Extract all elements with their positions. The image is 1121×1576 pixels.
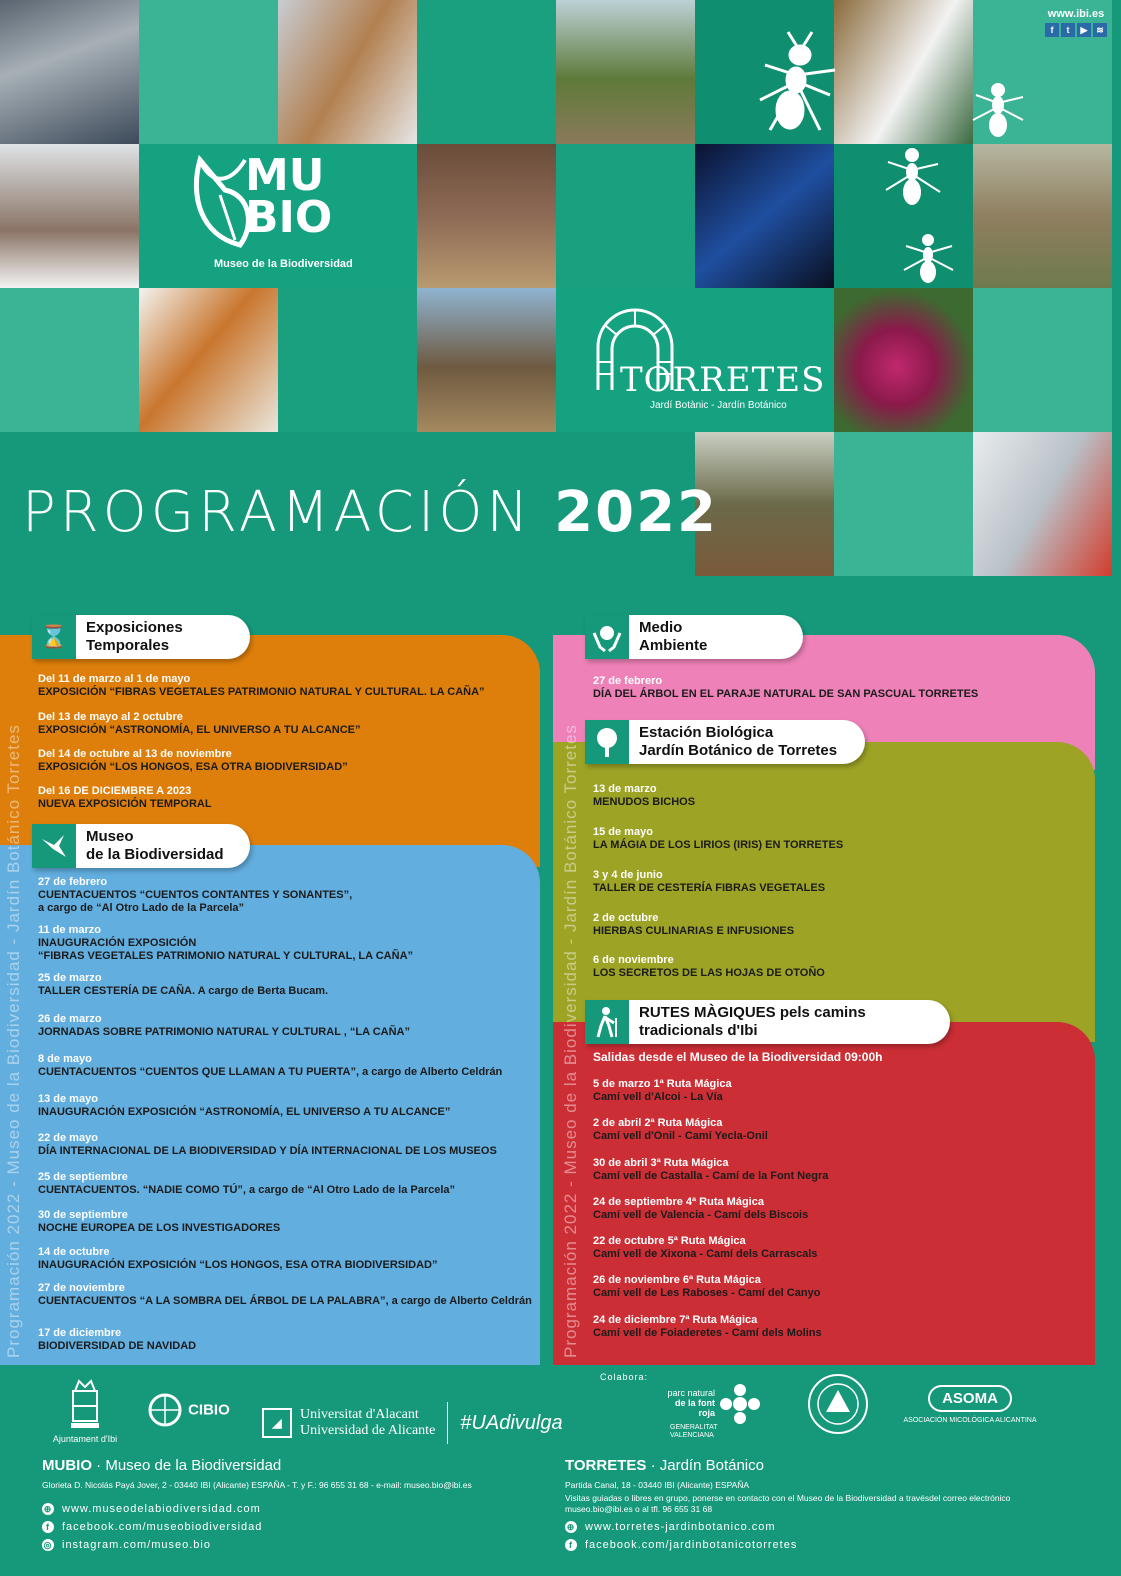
footer-mubio-facebook[interactable]: facebook.com/museobiodiversidad: [62, 1521, 263, 1533]
ua-label-valenciano: Universitat d'Alacant: [300, 1407, 419, 1422]
mubio-logo-bio: BIO: [245, 192, 333, 243]
event-item: 27 de febrero CUENTACUENTOS “CUENTOS CONTANTES Y SONANTES”, a cargo de “Al Otro Lado de la Parcela”: [38, 876, 353, 914]
footer-mubio-web[interactable]: www.museodelabiodiversidad.com: [62, 1503, 261, 1515]
event-item: 24 de septiembre 4ª Ruta Mágica Camí vell de Valencia - Camí dels Biscois: [593, 1196, 809, 1221]
photo-hikers-forest: [556, 0, 695, 144]
event-item: 2 de abril 2ª Ruta Mágica Camí vell d'Onil - Camí Yecla-Onil: [593, 1117, 768, 1142]
event-item: 26 de noviembre 6ª Ruta Mágica Camí vell de Les Raboses - Camí del Canyo: [593, 1274, 821, 1299]
ant-icon: [898, 228, 958, 288]
footer-mubio: [42, 1457, 562, 1551]
event-item: 2 de octubre HIERBAS CULINARIAS E INFUSIONES: [593, 912, 795, 937]
color-tile: [0, 288, 139, 432]
font-roja-logo: [660, 1388, 760, 1440]
tab-estacion-biologica: [585, 720, 865, 764]
museo-title-l2: de la Biodiversidad: [86, 846, 224, 863]
footer-mubio-instagram[interactable]: instagram.com/museo.bio: [62, 1539, 211, 1551]
earth-hands-icon: [585, 615, 629, 659]
tab-exposiciones: [32, 615, 250, 659]
event-item: 25 de marzo TALLER CESTERÍA DE CAÑA. A cargo de Berta Bucam.: [38, 972, 329, 997]
footer-mubio-name: MUBIO: [42, 1457, 92, 1474]
footer-torretes-web[interactable]: www.torretes-jardinbotanico.com: [585, 1521, 776, 1533]
gva-label-l1: GENERALITAT: [670, 1424, 718, 1431]
footer-torretes: [565, 1457, 1085, 1551]
footer-torretes-address: Partida Canal, 18 - 03440 IBI (Alicante) ESPAÑA: [565, 1480, 750, 1490]
web-icon: ⊕: [566, 1522, 576, 1532]
website-block: [1045, 8, 1107, 37]
museo-title-l1: Museo: [86, 828, 134, 845]
event-item: 13 de marzo MENUDOS BICHOS: [593, 783, 696, 808]
photo-workshop-people: [417, 144, 556, 288]
hummingbird-icon: [32, 824, 76, 868]
event-item: 15 de mayo LA MÁGIA DE LOS LIRIOS (IRIS) EN TORRETES: [593, 826, 844, 851]
color-tile: [278, 288, 417, 432]
photo-moth-collection: [139, 288, 278, 432]
color-tile: [834, 432, 973, 576]
event-item: 6 de noviembre LOS SECRETOS DE LAS HOJAS DE OTOÑO: [593, 954, 825, 979]
seal-logo-icon: [806, 1372, 870, 1436]
event-item: 24 de diciembre 7ª Ruta Mágica Camí vell de Foiaderetes - Camí dels Molins: [593, 1314, 822, 1339]
event-item: 17 de diciembre BIODIVERSIDAD DE NAVIDAD: [38, 1327, 197, 1352]
footer-torretes-name: TORRETES: [565, 1457, 647, 1474]
event-item: 26 de marzo JORNADAS SOBRE PATRIMONIO NATURAL Y CULTURAL , “LA CAÑA”: [38, 1013, 410, 1038]
photo-photographer: [834, 0, 973, 144]
rutes-title-l1: RUTES MÀGIQUES pels camins: [639, 1004, 866, 1021]
ua-label-castellano: Universidad de Alicante: [300, 1423, 436, 1438]
rutes-title-l2: tradicionals d'Ibi: [639, 1022, 758, 1039]
torretes-logo-subtitle: Jardí Botànic - Jardín Botánico: [650, 400, 787, 411]
universidad-alicante-logo: [262, 1402, 563, 1444]
website-link[interactable]: www.ibi.es: [1047, 8, 1105, 20]
event-item: 8 de mayo CUENTACUENTOS “CUENTOS QUE LLAMAN A TU PUERTA”, a cargo de Alberto Celdrán: [38, 1053, 503, 1078]
web-icon: ⊕: [43, 1504, 53, 1514]
ant-icon: [750, 30, 840, 140]
youtube-icon[interactable]: ▶: [1077, 23, 1091, 37]
asoma-label: ASOMA: [928, 1385, 1012, 1412]
footer-torretes-name-rest: · Jardín Botánico: [646, 1457, 764, 1474]
event-item: Del 14 de octubre al 13 de noviembre EXPOSICIÓN “LOS HONGOS, ESA OTRA BIODIVERSIDAD”: [38, 748, 348, 773]
event-item: 5 de marzo 1ª Ruta Mágica Camí vell d'Alcoi - La Vía: [593, 1078, 732, 1103]
torretes-logo-name: TORRETES: [620, 360, 826, 400]
asoma-logo: [900, 1385, 1040, 1424]
ant-icon: [968, 75, 1028, 140]
event-item: 11 de marzo INAUGURACIÓN EXPOSICIÓN “FIBRAS VEGETALES PATRIMONIO NATURAL Y CULTURAL, LA CAÑA”: [38, 924, 414, 962]
event-item: 14 de octubre INAUGURACIÓN EXPOSICIÓN “LOS HONGOS, ESA OTRA BIODIVERSIDAD”: [38, 1246, 438, 1271]
mubio-logo: [190, 150, 390, 280]
ant-icon: [880, 140, 945, 210]
globe-icon: [145, 1390, 185, 1430]
flower-icon: [718, 1382, 762, 1426]
ua-mark-icon: ◢: [262, 1408, 292, 1438]
colabora-label: Colabora:: [600, 1372, 649, 1382]
photo-audience: [0, 0, 139, 144]
coat-of-arms-icon: [67, 1375, 103, 1431]
exposiciones-title-l2: Temporales: [86, 637, 170, 654]
color-tile: [417, 0, 556, 144]
medio-title-l2: Ambiente: [639, 637, 708, 654]
photo-child-nature: [973, 144, 1112, 288]
page-title-light: PROGRAMACIÓN: [22, 480, 533, 545]
tab-rutes-magiques: [585, 1000, 950, 1044]
color-tile: [139, 0, 278, 144]
side-text-right: Programación 2022 - Museo de la Biodiversidad - Jardín Botánico Torretes: [561, 724, 580, 1358]
hiker-icon: [585, 1000, 629, 1044]
rss-icon[interactable]: ≋: [1093, 23, 1107, 37]
event-item: Del 13 de mayo al 2 octubre EXPOSICIÓN “ASTRONOMÍA, EL UNIVERSO A TU ALCANCE”: [38, 711, 361, 736]
instagram-icon: ◎: [43, 1540, 53, 1550]
tab-medio-ambiente: [585, 615, 803, 659]
ayuntamiento-ibi-logo: [45, 1375, 125, 1444]
font-roja-label-l1: parc natural: [667, 1388, 715, 1398]
rutes-subtitle: Salidas desde el Museo de la Biodiversidad 09:00h: [593, 1050, 883, 1064]
gva-label-l2: VALENCIANA: [670, 1432, 714, 1439]
cibio-logo: [145, 1390, 230, 1430]
page-title: [22, 480, 718, 545]
asoma-subtitle: ASOCIACIÓN MICOLÓGICA ALICANTINA: [903, 1417, 1037, 1424]
tab-museo: [32, 824, 250, 868]
event-item: 30 de abril 3ª Ruta Mágica Camí vell de Castalla - Camí de la Font Negra: [593, 1157, 829, 1182]
photo-flower-bee: [834, 288, 973, 432]
photo-deer: [278, 0, 417, 144]
photo-butterfly-screen: [695, 144, 834, 288]
hourglass-icon: ⌛: [32, 615, 76, 659]
torretes-logo: [585, 300, 826, 420]
color-tile: [556, 144, 695, 288]
exposiciones-title-l1: Exposiciones: [86, 619, 183, 636]
font-roja-label-l2: de la font roja: [675, 1398, 715, 1418]
photo-snow-building: [0, 144, 139, 288]
mubio-logo-mu: MU: [245, 150, 325, 201]
event-item: 25 de septiembre CUENTACUENTOS. “NADIE COMO TÚ”, a cargo de “Al Otro Lado de la Parcela”: [38, 1171, 456, 1196]
estacion-title-l2: Jardín Botánico de Torretes: [639, 742, 838, 759]
event-item: 22 de mayo DÍA INTERNACIONAL DE LA BIODIVERSIDAD Y DÍA INTERNACIONAL DE LOS MUSEOS: [38, 1132, 497, 1157]
page-title-year: 2022: [554, 480, 718, 545]
footer-mubio-name-rest: · Museo de la Biodiversidad: [92, 1457, 282, 1474]
estacion-title-l1: Estación Biológica: [639, 724, 774, 741]
ayuntamiento-ibi-label: Ajuntament d'Ibi: [52, 1434, 118, 1444]
event-item: Del 16 DE DICIEMBRE A 2023 NUEVA EXPOSICIÓN TEMPORAL: [38, 785, 212, 810]
event-item: 13 de mayo INAUGURACIÓN EXPOSICIÓN “ASTRONOMÍA, EL UNIVERSO A TU ALCANCE”: [38, 1093, 451, 1118]
event-item: 3 y 4 de junio TALLER DE CESTERÍA FIBRAS VEGETALES: [593, 869, 826, 894]
tree-icon: [585, 720, 629, 764]
medio-title-l1: Medio: [639, 619, 683, 636]
facebook-icon: f: [42, 1521, 54, 1533]
event-item: 27 de noviembre CUENTACUENTOS “A LA SOMBRA DEL ÁRBOL DE LA PALABRA”, a cargo de Alberto Celdrán: [38, 1282, 532, 1307]
facebook-icon: f: [565, 1539, 577, 1551]
facebook-icon[interactable]: f: [1045, 23, 1059, 37]
event-item: 22 de octubre 5ª Ruta Mágica Camí vell de Xixona - Camí dels Carrascals: [593, 1235, 818, 1260]
cibio-label: CIBIO: [188, 1401, 230, 1419]
event-item: 27 de febrero DÍA DEL ÁRBOL EN EL PARAJE NATURAL DE SAN PASCUAL TORRETES: [593, 675, 979, 700]
ua-divulga-tag: #UAdivulga: [460, 1411, 563, 1434]
footer-torretes-visits: Visitas guiadas o libres en grupo, ponerse en contacto con el Museo de la Biodiversidad a travésdel correo electrónico museo.bio@ibi.es o al tfl. 96 655 31 68: [565, 1493, 1011, 1514]
photo-microscope-kids: [973, 432, 1112, 576]
footer-mubio-address: Glorieta D. Nicolás Payá Jover, 2 - 03440 IBI (Alicante) ESPAÑA - T. y F.: 96 655 31 68 - e-mail: museo.bio@ibi.es: [42, 1480, 472, 1490]
footer-torretes-facebook[interactable]: facebook.com/jardinbotanicotorretes: [585, 1539, 798, 1551]
color-tile: [973, 288, 1112, 432]
mubio-logo-subtitle: Museo de la Biodiversidad: [214, 258, 353, 270]
side-text-left: Programación 2022 - Museo de la Biodiversidad - Jardín Botánico Torretes: [4, 724, 23, 1358]
event-item: Del 11 de marzo al 1 de mayo EXPOSICIÓN “FIBRAS VEGETALES PATRIMONIO NATURAL Y CULTURAL. LA CAÑA”: [38, 673, 485, 698]
photo-diorama: [417, 288, 556, 432]
twitter-icon[interactable]: t: [1061, 23, 1075, 37]
event-item: 30 de septiembre NOCHE EUROPEA DE LOS INVESTIGADORES: [38, 1209, 281, 1234]
